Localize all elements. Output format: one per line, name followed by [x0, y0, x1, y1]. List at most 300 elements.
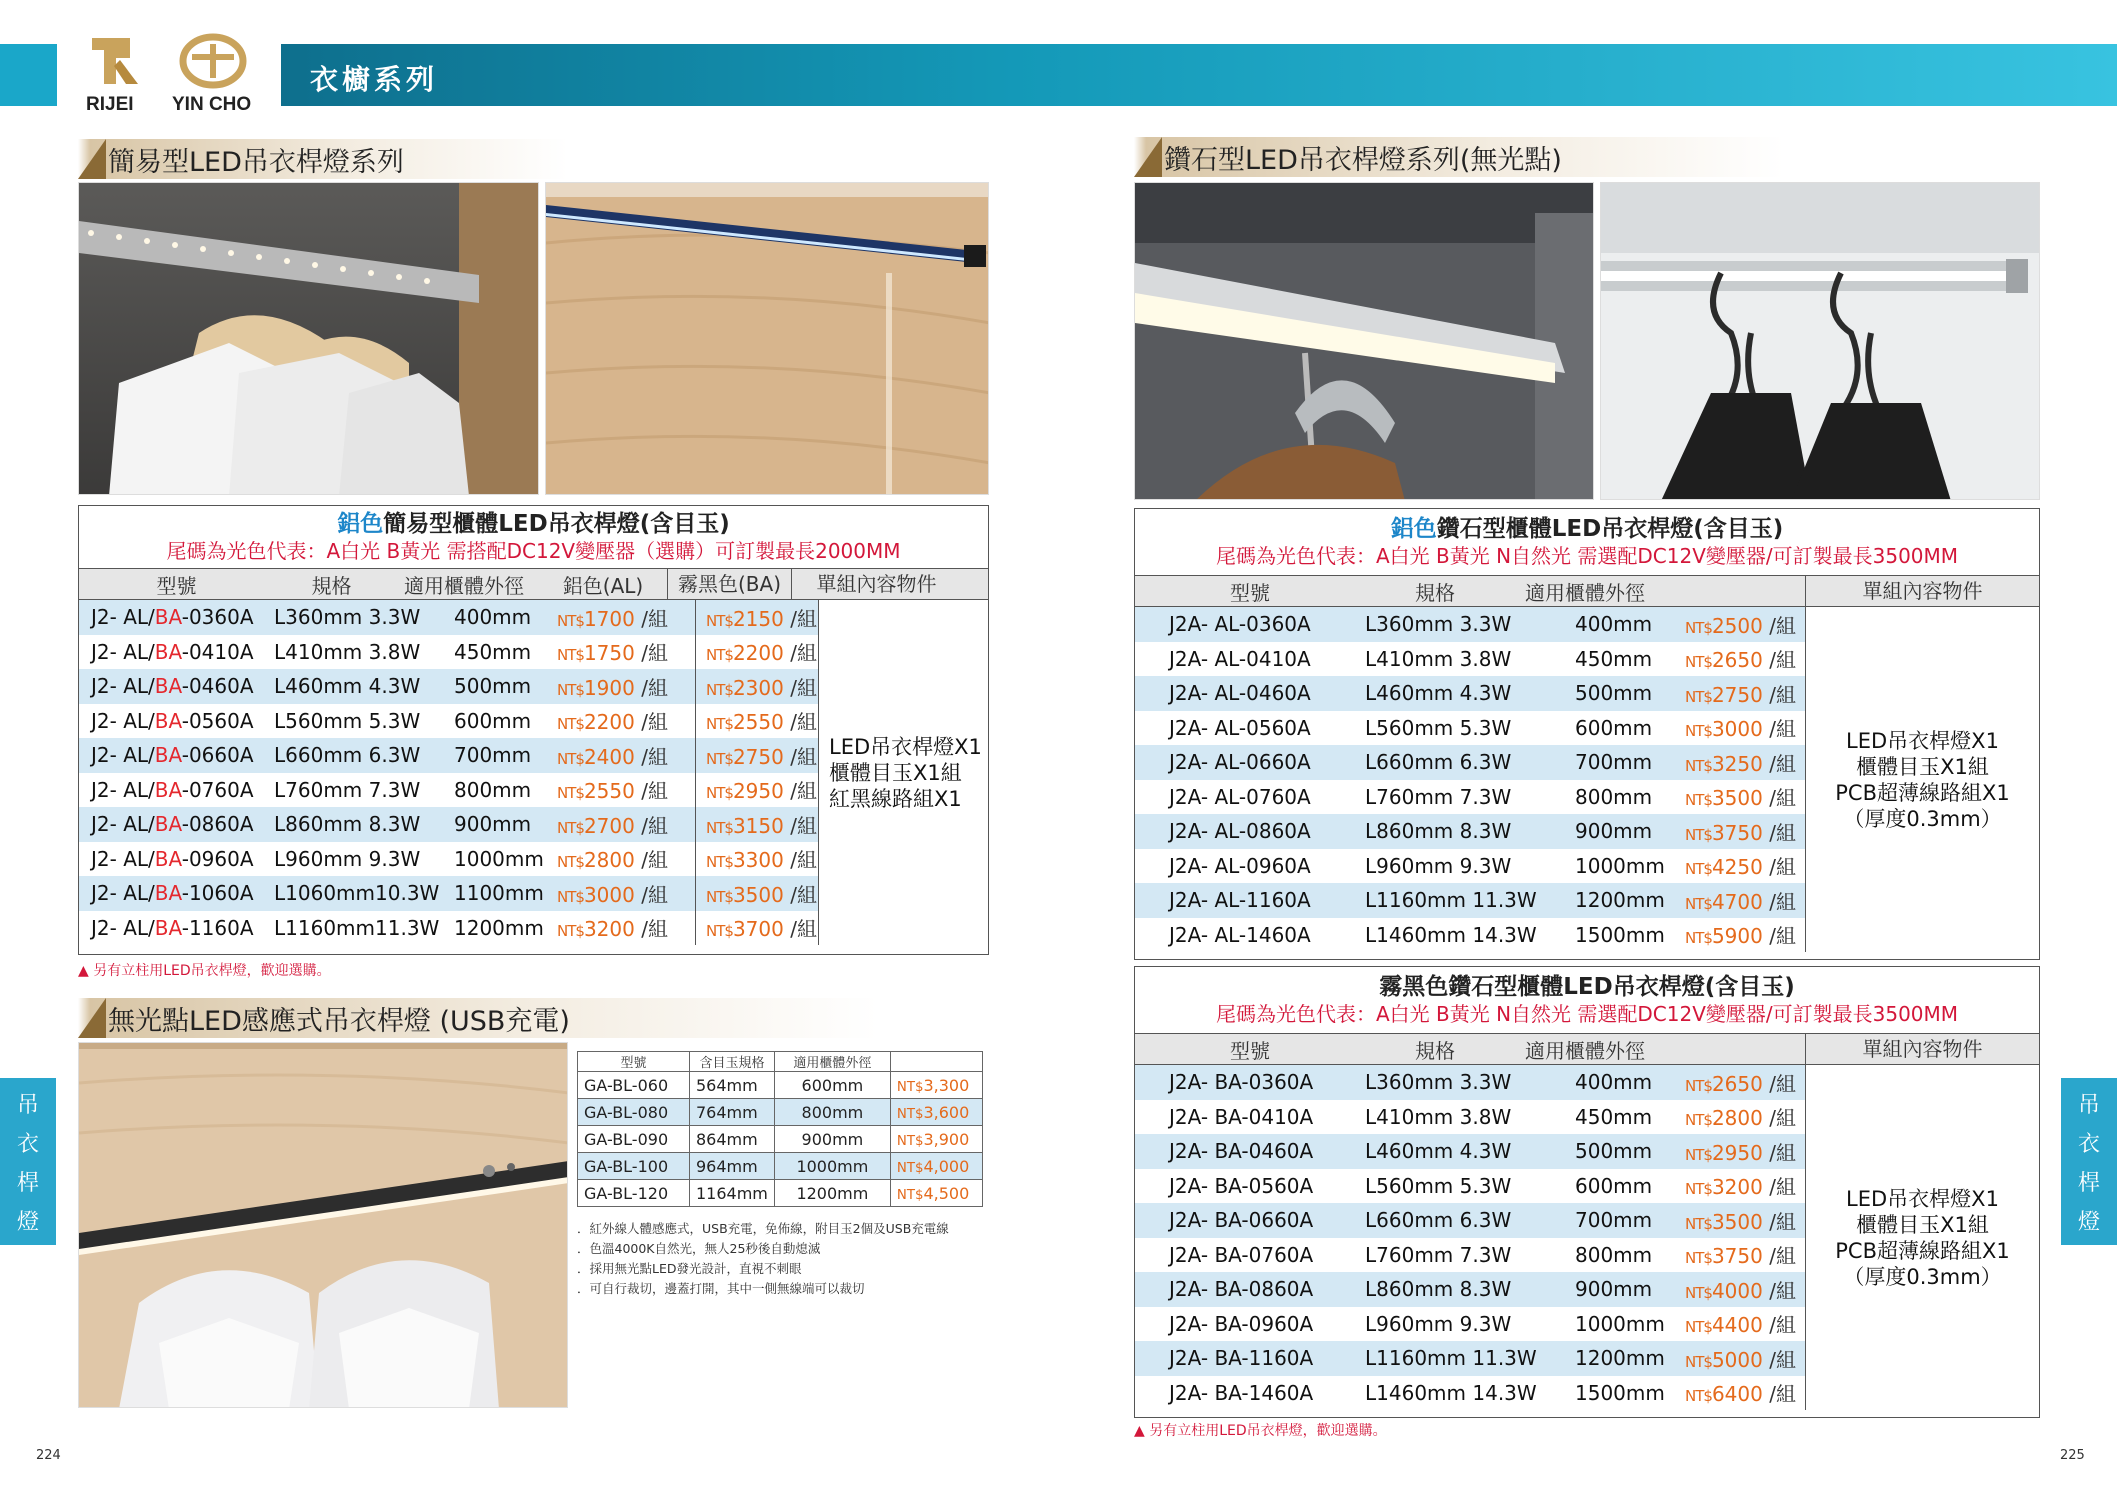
table-row — [1135, 1238, 1805, 1273]
model-cell: J2A- BA-0460A — [1169, 1139, 1314, 1164]
yincho-logo-icon — [178, 30, 248, 92]
currency-label: NT$ — [1685, 1214, 1712, 1233]
price-unit: /組 — [1762, 1278, 1796, 1303]
price-unit: /組 — [1762, 613, 1796, 638]
price-al-cell — [557, 672, 695, 701]
price-ba — [706, 844, 817, 873]
currency-label: NT$ — [896, 1133, 924, 1149]
model-cell — [79, 743, 274, 767]
spec-cell: L460mm 4.3W — [1365, 681, 1512, 706]
outer-cell: 500mm — [1575, 681, 1653, 706]
spec-cell: L760mm 7.3W — [1365, 784, 1512, 809]
usb-row — [578, 1072, 983, 1099]
model-ba: BA — [154, 743, 182, 768]
price-unit: /組 — [1762, 1106, 1796, 1131]
currency-label: NT$ — [706, 611, 733, 630]
col-spec: 規格 — [311, 573, 352, 598]
section-title-text: 鑽石型LED吊衣桿燈系列(無光點) — [1164, 144, 1562, 176]
table-header — [1135, 1033, 2039, 1065]
side-tab-char: 衣 — [2077, 1131, 2100, 1157]
currency-label: NT$ — [1685, 1283, 1712, 1302]
price-value: 3500 — [1711, 1209, 1763, 1234]
model-cell: J2A- AL-0560A — [1169, 715, 1311, 740]
currency-label: NT$ — [1685, 860, 1712, 879]
price-al-cell — [557, 810, 695, 839]
price-cell — [1685, 713, 1805, 742]
model-ba: BA — [154, 674, 182, 699]
price-unit: /組 — [634, 606, 668, 631]
model-cell: J2A- AL-1160A — [1169, 888, 1311, 913]
caption-subtitle: 尾碼為光色代表：A白光 B黃光 N自然光 需選配DC12V變壓器/可訂製最長3500MM — [1215, 544, 1959, 568]
table-caption — [1135, 509, 2039, 575]
outer-cell: 800mm — [454, 777, 532, 802]
spec-cell: L460mm 4.3W — [274, 674, 421, 699]
yincho-logo-text: YIN CHO — [172, 94, 252, 115]
currency-label: NT$ — [1685, 1145, 1712, 1164]
spec-cell: L560mm 5.3W — [274, 708, 421, 733]
model-cell: GA-BL-090 — [578, 1126, 690, 1153]
price-value: 1700 — [583, 606, 635, 631]
usb-row — [578, 1099, 983, 1126]
model-suffix: -0760A — [181, 777, 254, 802]
currency-label: NT$ — [896, 1079, 924, 1095]
section-title-simple — [78, 139, 568, 179]
price-cell — [890, 1180, 982, 1207]
price-ba-cell — [695, 911, 819, 946]
price-value: 2550 — [583, 779, 635, 804]
currency-label: NT$ — [706, 715, 733, 734]
header-band — [281, 44, 2117, 106]
model-ba: BA — [154, 846, 182, 871]
price-value: 4700 — [1711, 889, 1763, 914]
currency-label: NT$ — [1685, 1352, 1712, 1371]
model-cell: J2A- AL-0860A — [1169, 819, 1311, 844]
price-value: 3750 — [1711, 1244, 1763, 1269]
table-row — [79, 807, 819, 842]
price-ba — [706, 637, 817, 666]
price-ba — [706, 913, 817, 942]
currency-label: NT$ — [557, 853, 584, 872]
model-prefix: J2- AL/ — [91, 812, 155, 837]
section-wedge — [78, 998, 106, 1038]
price-value: 3150 — [732, 813, 784, 838]
col-price-al: 鋁色(AL) — [562, 573, 644, 598]
price-al-cell — [557, 879, 695, 908]
contents-item: 櫃體目玉X1組 — [829, 760, 962, 785]
price-value: 2200 — [583, 710, 635, 735]
price-ba-cell — [695, 773, 819, 808]
outer-cell: 1200mm — [1575, 888, 1665, 913]
outer-cell: 1200mm — [1575, 1346, 1665, 1371]
usb-table-header — [578, 1052, 983, 1072]
model-suffix: -1160A — [181, 915, 254, 940]
caption-accent: 鋁色 — [1390, 516, 1437, 542]
spec-cell: L410mm 3.8W — [1365, 1104, 1512, 1129]
currency-label: NT$ — [557, 887, 584, 906]
side-tab-char: 吊 — [16, 1092, 39, 1118]
model-prefix: J2- AL/ — [91, 777, 155, 802]
col-price-ba: 霧黑色(BA) — [667, 568, 791, 600]
price-al — [557, 745, 668, 769]
feature-item: ．可自行裁切，邊蓋打開，其中一側無線端可以裁切 — [577, 1281, 865, 1296]
price-value: 2550 — [732, 710, 784, 735]
note-left: ▲ 另有立柱用LED吊衣桿燈，歡迎選購。 — [78, 963, 331, 979]
table-row — [1135, 607, 1805, 642]
col-outer: 適用櫃體外徑 — [404, 573, 524, 598]
price-unit: /組 — [634, 848, 668, 873]
usb-price-table — [577, 1051, 983, 1207]
model-cell — [79, 674, 274, 698]
price-value: 3,900 — [923, 1129, 970, 1149]
price — [1685, 1244, 1796, 1268]
currency-label: NT$ — [1685, 756, 1712, 775]
usb-row — [578, 1153, 983, 1180]
model-cell: J2A- AL-1460A — [1169, 922, 1311, 947]
outer-cell: 450mm — [1575, 646, 1653, 671]
model-cell: J2A- BA-0410A — [1169, 1104, 1314, 1129]
currency-label: NT$ — [1685, 1318, 1712, 1337]
side-tab-char: 吊 — [2077, 1092, 2100, 1118]
section-title-text: 簡易型LED吊衣桿燈系列 — [108, 146, 404, 178]
price-ba-cell — [695, 600, 819, 635]
currency-label: NT$ — [1685, 687, 1712, 706]
table-row — [1135, 849, 1805, 884]
model-prefix: J2- AL/ — [91, 743, 155, 768]
photo-diamond-rod-dress — [1600, 182, 2040, 500]
price-value: 3,300 — [923, 1075, 970, 1095]
spec-cell: L660mm 6.3W — [1365, 1208, 1512, 1233]
table-header — [1135, 575, 2039, 607]
table-row — [1135, 745, 1805, 780]
price-value: 5000 — [1711, 1347, 1763, 1372]
price-al — [557, 848, 668, 872]
price-value: 3,600 — [923, 1102, 970, 1122]
model-cell: J2A- BA-0660A — [1169, 1208, 1314, 1233]
header-left-band — [0, 44, 57, 106]
price — [1685, 1382, 1796, 1406]
price-unit: /組 — [1762, 786, 1796, 811]
price-al-cell — [557, 637, 695, 666]
outer-cell: 500mm — [1575, 1139, 1653, 1164]
spec-cell: L1160mm 11.3W — [1365, 1346, 1537, 1371]
table-row — [1135, 814, 1805, 849]
price-al-cell — [557, 913, 695, 942]
price-unit: /組 — [1762, 855, 1796, 880]
spec-cell: 864mm — [690, 1126, 775, 1153]
table-row — [79, 876, 819, 911]
spec-cell: L1060mm10.3W — [274, 881, 440, 906]
currency-label: NT$ — [706, 784, 733, 803]
model-cell — [79, 778, 274, 802]
model-cell: J2A- AL-0760A — [1169, 784, 1311, 809]
feature-item: ．色溫4000K自然光，無人25秒後自動熄滅 — [577, 1241, 821, 1256]
model-prefix: J2- AL/ — [91, 639, 155, 664]
price-value: 2800 — [583, 848, 635, 873]
usb-row — [578, 1126, 983, 1153]
model-ba: BA — [154, 639, 182, 664]
price-unit: /組 — [1762, 820, 1796, 845]
col-model: 型號 — [578, 1052, 690, 1072]
price-unit: /組 — [1762, 648, 1796, 673]
price-cell — [890, 1072, 982, 1099]
price-unit: /組 — [1762, 1347, 1796, 1372]
price-unit: /組 — [783, 710, 817, 735]
outer-cell: 1000mm — [1575, 853, 1665, 878]
caption-accent: 鋁色 — [337, 511, 384, 537]
caption-text: 霧黑色鑽石型櫃體LED吊衣桿燈(含目玉) — [1379, 974, 1795, 1000]
currency-label: NT$ — [1685, 618, 1712, 637]
contents-item: LED吊衣桿燈X1 — [1846, 1186, 1999, 1211]
col-outer: 適用櫃體外徑 — [774, 1052, 890, 1072]
caption-subtitle: 尾碼為光色代表：A白光 B黃光 N自然光 需選配DC12V變壓器/可訂製最長3500MM — [1215, 1002, 1959, 1026]
outer-cell: 500mm — [454, 674, 532, 699]
spec-cell: L860mm 8.3W — [1365, 819, 1512, 844]
outer-cell: 1200mm — [774, 1180, 890, 1207]
usb-features — [577, 1219, 983, 1299]
currency-label: NT$ — [557, 784, 584, 803]
price-cell — [1685, 920, 1805, 949]
currency-label: NT$ — [557, 818, 584, 837]
table-diamond-ba — [1134, 966, 2040, 1418]
feature-item: ．紅外線人體感應式，USB充電，免佈線，附目玉2個及USB充電線 — [577, 1221, 949, 1236]
outer-cell: 1000mm — [454, 846, 544, 871]
price-value: 2650 — [1711, 1071, 1763, 1096]
table-body — [1135, 1065, 2039, 1410]
model-suffix: -0460A — [181, 674, 254, 699]
col-price — [890, 1052, 982, 1072]
col-outer: 適用櫃體外徑 — [1525, 580, 1645, 605]
section-title-usb — [78, 998, 878, 1038]
currency-label: NT$ — [557, 749, 584, 768]
model-cell — [79, 812, 274, 836]
model-cell — [79, 847, 274, 871]
currency-label: NT$ — [1685, 1249, 1712, 1268]
price — [1685, 1072, 1796, 1096]
currency-label: NT$ — [1685, 1076, 1712, 1095]
table-row — [1135, 1065, 1805, 1100]
price-value: 1750 — [583, 641, 635, 666]
outer-cell: 400mm — [1575, 1070, 1653, 1095]
price-value: 2650 — [1711, 648, 1763, 673]
price-value: 2200 — [732, 641, 784, 666]
outer-cell: 900mm — [1575, 819, 1653, 844]
price-al — [557, 917, 668, 941]
table-row — [79, 669, 819, 704]
model-suffix: -0660A — [181, 743, 254, 768]
page-title: 衣櫥系列 — [310, 63, 439, 96]
model-cell: GA-BL-100 — [578, 1153, 690, 1180]
outer-cell: 700mm — [1575, 750, 1653, 775]
spec-cell: L360mm 3.3W — [274, 605, 421, 630]
table-row — [1135, 676, 1805, 711]
price-value: 2700 — [583, 813, 635, 838]
price-value: 3200 — [1711, 1175, 1763, 1200]
price-cell — [1685, 679, 1805, 708]
model-suffix: -0560A — [181, 708, 254, 733]
side-tab-char: 燈 — [2077, 1209, 2100, 1235]
contents-item: 櫃體目玉X1組 — [1856, 1212, 1989, 1237]
price — [1685, 1141, 1796, 1165]
price — [1685, 890, 1796, 914]
currency-label: NT$ — [706, 646, 733, 665]
price-ba — [706, 879, 817, 908]
table-row — [1135, 1134, 1805, 1169]
outer-cell: 1500mm — [1575, 922, 1665, 947]
contents-cell — [818, 600, 988, 945]
model-cell — [79, 640, 274, 664]
price-cell — [1685, 1137, 1805, 1166]
table-row — [1135, 780, 1805, 815]
price — [1685, 1348, 1796, 1372]
price-value: 2950 — [1711, 1140, 1763, 1165]
currency-label: NT$ — [706, 922, 733, 941]
model-cell — [79, 881, 274, 905]
outer-cell: 700mm — [1575, 1208, 1653, 1233]
spec-cell: L360mm 3.3W — [1365, 612, 1512, 637]
price-al — [557, 883, 668, 907]
model-prefix: J2- AL/ — [91, 605, 155, 630]
model-cell: J2A- BA-1460A — [1169, 1380, 1314, 1405]
note-right: ▲ 另有立柱用LED吊衣桿燈，歡迎選購。 — [1134, 1423, 1387, 1439]
model-prefix: J2- AL/ — [91, 708, 155, 733]
price — [1685, 786, 1796, 810]
price-cell — [1685, 886, 1805, 915]
model-cell: J2A- BA-0860A — [1169, 1277, 1314, 1302]
price-value: 3750 — [1711, 820, 1763, 845]
price — [1685, 821, 1796, 845]
table-body — [79, 600, 988, 945]
spec-cell: L960mm 9.3W — [1365, 853, 1512, 878]
rijei-logo-icon — [86, 30, 144, 92]
spec-cell: L660mm 6.3W — [274, 743, 421, 768]
price — [1685, 1175, 1796, 1199]
caption-text: 鑽石型櫃體LED吊衣桿燈(含目玉) — [1436, 516, 1784, 542]
price-unit: /組 — [634, 710, 668, 735]
model-suffix: -0960A — [181, 846, 254, 871]
caption-subtitle: 尾碼為光色代表：A白光 B黃光 需搭配DC12V變壓器（選購）可訂製最長2000MM — [166, 539, 901, 563]
price-value: 2750 — [732, 744, 784, 769]
page-number-right: 225 — [2060, 1448, 2085, 1463]
price-unit: /組 — [1762, 924, 1796, 949]
price — [1685, 855, 1796, 879]
price-value: 2950 — [732, 779, 784, 804]
price-cell — [1685, 610, 1805, 639]
side-tab-left — [0, 1078, 56, 1245]
model-cell: J2A- BA-0360A — [1169, 1070, 1314, 1095]
currency-label: NT$ — [1685, 1387, 1712, 1406]
price-value: 3300 — [732, 848, 784, 873]
price-al-cell — [557, 775, 695, 804]
contents-cell — [1805, 1065, 2039, 1410]
price-al — [557, 779, 668, 803]
contents-item: LED吊衣桿燈X1 — [1846, 728, 1999, 753]
table-row — [79, 842, 819, 877]
outer-cell: 900mm — [454, 812, 532, 837]
outer-cell: 600mm — [1575, 1173, 1653, 1198]
contents-item: 紅黑線路組X1 — [829, 786, 962, 811]
currency-label: NT$ — [706, 680, 733, 699]
price — [1685, 683, 1796, 707]
price-value: 2750 — [1711, 682, 1763, 707]
section-wedge — [1134, 137, 1162, 177]
price-cell — [1685, 644, 1805, 673]
price-al-cell — [557, 844, 695, 873]
spec-cell: L760mm 7.3W — [1365, 1242, 1512, 1267]
price-cell — [1685, 1068, 1805, 1097]
price-unit: /組 — [1762, 1382, 1796, 1407]
currency-label: NT$ — [1685, 791, 1712, 810]
side-tab-char: 燈 — [16, 1209, 39, 1235]
contents-item: （厚度0.3mm） — [1843, 806, 2002, 831]
outer-cell: 1000mm — [1575, 1311, 1665, 1336]
price-al — [557, 607, 668, 631]
price-unit: /組 — [1762, 682, 1796, 707]
side-tab-char: 桿 — [2077, 1170, 2100, 1196]
currency-label: NT$ — [1685, 929, 1712, 948]
price-ba — [706, 775, 817, 804]
spec-cell: 964mm — [690, 1153, 775, 1180]
spec-cell: 764mm — [690, 1099, 775, 1126]
price-value: 3700 — [732, 917, 784, 942]
model-cell: J2A- AL-0360A — [1169, 612, 1311, 637]
table-row — [79, 738, 819, 773]
contents-item: PCB超薄線路組X1 — [1835, 1238, 2010, 1263]
price-unit: /組 — [1762, 717, 1796, 742]
table-caption — [79, 506, 988, 568]
currency-label: NT$ — [896, 1187, 924, 1203]
model-cell: GA-BL-080 — [578, 1099, 690, 1126]
spec-cell: L960mm 9.3W — [1365, 1311, 1512, 1336]
photo-diamond-rod-hook — [1134, 182, 1594, 500]
price-value: 2150 — [732, 606, 784, 631]
price-ba-cell — [695, 807, 819, 842]
photo-simple-rod-wood — [545, 182, 989, 495]
price — [1685, 717, 1796, 741]
model-ba: BA — [154, 915, 182, 940]
section-wedge — [78, 139, 106, 179]
table-row — [79, 911, 819, 946]
feature-item: ．採用無光點LED發光設計，直視不刺眼 — [577, 1261, 802, 1276]
currency-label: NT$ — [706, 749, 733, 768]
price — [1685, 614, 1796, 638]
price-value: 3200 — [583, 917, 635, 942]
price-unit: /組 — [783, 813, 817, 838]
model-cell: J2A- BA-1160A — [1169, 1346, 1314, 1371]
price — [1685, 752, 1796, 776]
currency-label: NT$ — [1685, 894, 1712, 913]
outer-cell: 1200mm — [454, 915, 544, 940]
price-unit: /組 — [783, 675, 817, 700]
model-cell — [79, 605, 274, 629]
model-cell: J2A- BA-0760A — [1169, 1242, 1314, 1267]
spec-cell: L360mm 3.3W — [1365, 1070, 1512, 1095]
price-cell — [1685, 1102, 1805, 1131]
price-cell — [1685, 1171, 1805, 1200]
outer-cell: 800mm — [1575, 784, 1653, 809]
outer-cell: 600mm — [774, 1072, 890, 1099]
table-header — [79, 568, 988, 600]
price-al — [557, 676, 668, 700]
price-value: 3500 — [732, 882, 784, 907]
spec-cell: L1160mm 11.3W — [1365, 888, 1537, 913]
price-value: 4250 — [1711, 855, 1763, 880]
price-ba-cell — [695, 876, 819, 911]
col-contents: 單組內容物件 — [1805, 1033, 2039, 1065]
model-cell: J2A- BA-0560A — [1169, 1173, 1314, 1198]
outer-cell: 900mm — [774, 1126, 890, 1153]
price-unit: /組 — [783, 606, 817, 631]
price-value: 2800 — [1711, 1106, 1763, 1131]
